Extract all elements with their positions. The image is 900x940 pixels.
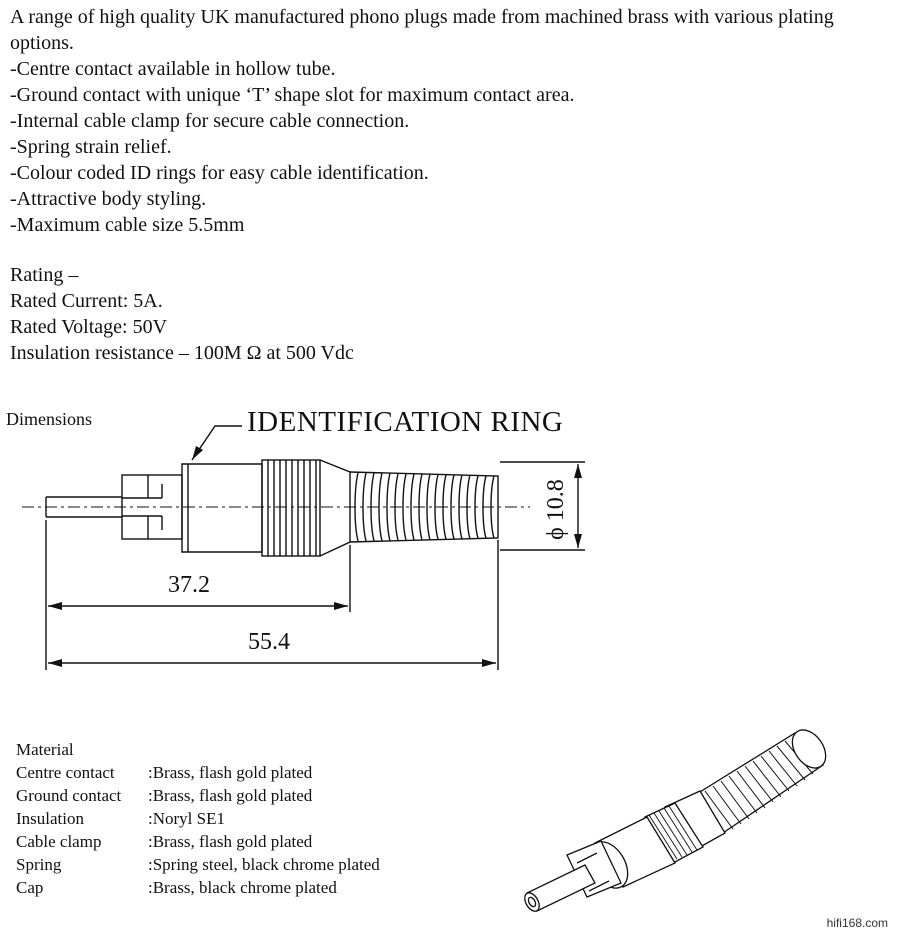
intro-line: -Spring strain relief. [10,136,172,158]
intro-text [10,4,895,238]
material-value: :Noryl SE1 [148,809,225,828]
intro-line: -Internal cable clamp for secure cable connection. [10,110,410,132]
intro-line: -Ground contact with unique ‘T’ shape slot for maximum contact area. [10,84,575,106]
material-part: Centre contact [16,763,115,782]
material-table [16,738,380,899]
intro-line: -Attractive body styling. [10,188,207,210]
material-value: :Brass, flash gold plated [148,832,313,851]
rating-block [10,262,354,366]
intro-line: -Maximum cable size 5.5mm [10,214,245,236]
dimension-37-2: 37.2 [168,572,210,598]
rating-line: Insulation resistance – 100M Ω at 500 Vdc [10,342,354,364]
material-value: :Brass, flash gold plated [148,786,313,805]
rating-line: Rated Voltage: 50V [10,316,168,338]
intro-line: A range of high quality UK manufactured phono plugs made from machined brass with various plating options. [10,6,834,54]
material-row [16,784,380,807]
material-row [16,830,380,853]
watermark: hifi168.com [826,916,888,930]
intro-line: -Centre contact available in hollow tube. [10,58,336,80]
material-part: Ground contact [16,786,122,805]
material-part: Cable clamp [16,832,102,851]
material-value: :Brass, flash gold plated [148,763,313,782]
material-value: :Spring steel, black chrome plated [148,855,380,874]
material-part: Cap [16,878,44,897]
material-part: Insulation [16,809,84,828]
material-row [16,807,380,830]
material-row [16,853,380,876]
rating-heading: Rating – [10,264,79,286]
intro-line: -Colour coded ID rings for easy cable identification. [10,162,429,184]
dimension-55-4: 55.4 [248,629,290,655]
material-value: :Brass, black chrome plated [148,878,337,897]
dimensions-label: Dimensions [6,409,93,429]
material-row [16,876,380,899]
material-heading: Material [16,740,74,759]
dimension-diameter: ϕ 10.8 [542,479,569,540]
identification-ring-label: IDENTIFICATION RING [247,406,564,438]
material-row [16,761,380,784]
material-part: Spring [16,855,62,874]
phono-plug-illustration [505,725,845,920]
rating-line: Rated Current: 5A. [10,290,163,312]
